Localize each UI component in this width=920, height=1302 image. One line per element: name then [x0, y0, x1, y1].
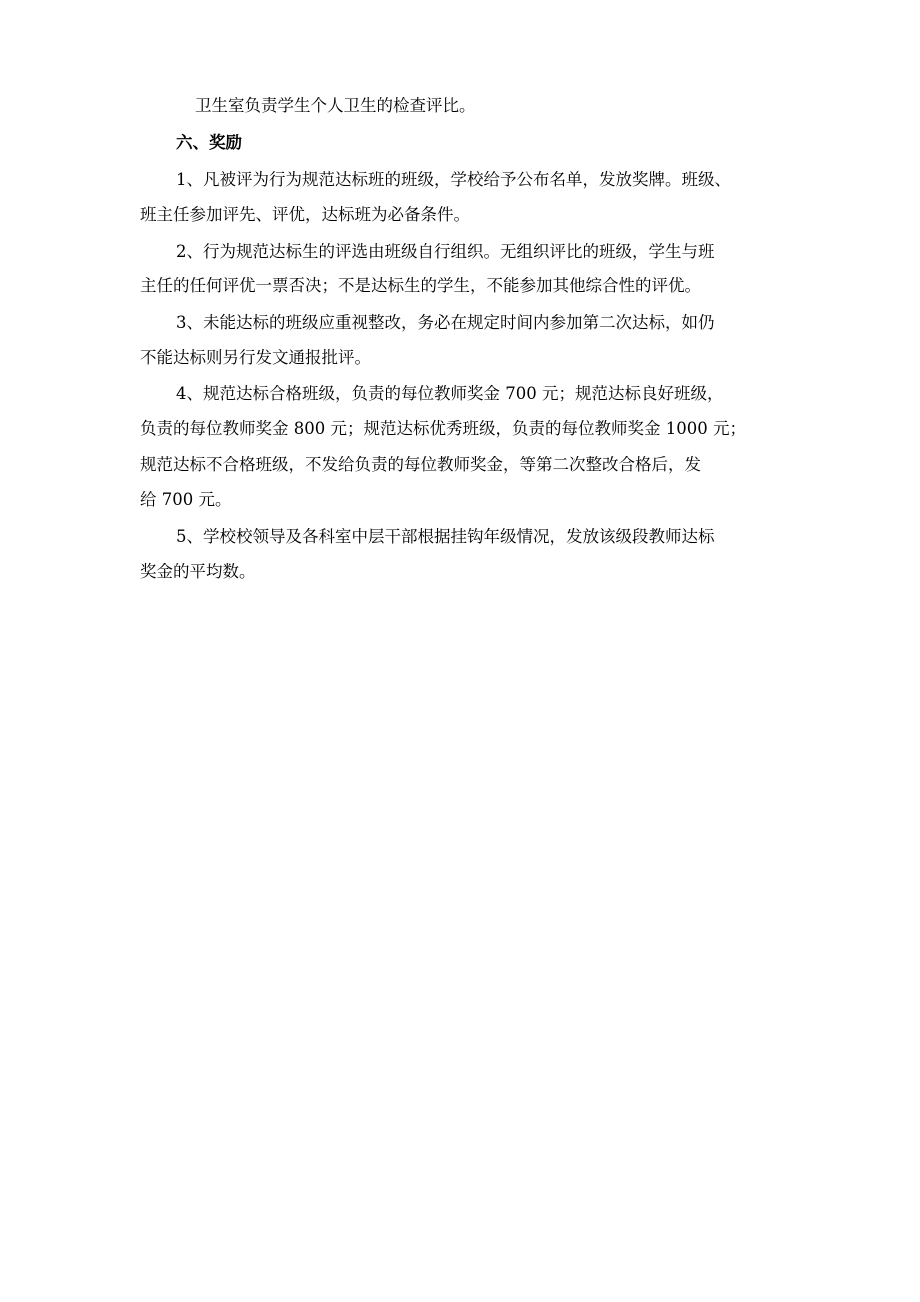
intro-line: 卫生室负责学生个人卫生的检查评比。	[195, 96, 476, 115]
item-4-line-1: 4、规范达标合格班级，负责的每位教师奖金 700 元；规范达标良好班级，	[176, 384, 724, 403]
item-4-line-4: 给 700 元。	[140, 490, 232, 509]
item-5-line-2: 奖金的平均数。	[140, 562, 256, 581]
item-2-line-2: 主任的任何评优一票否决；不是达标生的学生，不能参加其他综合性的评优。	[140, 276, 701, 295]
section-heading: 六、奖励	[176, 133, 242, 152]
item-1-line-2: 班主任参加评先、评优，达标班为必备条件。	[140, 205, 470, 224]
item-3-line-2: 不能达标则另行发文通报批评。	[140, 348, 371, 367]
item-4-line-2: 负责的每位教师奖金 800 元；规范达标优秀班级，负责的每位教师奖金 1000 元；	[140, 419, 746, 438]
item-5-line-1: 5、学校校领导及各科室中层干部根据挂钩年级情况，发放该级段教师达标	[176, 527, 715, 546]
item-3-line-1: 3、未能达标的班级应重视整改，务必在规定时间内参加第二次达标，如仍	[176, 313, 715, 332]
item-4-line-3: 规范达标不合格班级，不发给负责的每位教师奖金，等第二次整改合格后，发	[140, 455, 701, 474]
item-2-line-1: 2、行为规范达标生的评选由班级自行组织。无组织评比的班级，学生与班	[176, 242, 715, 261]
item-1-line-1: 1、凡被评为行为规范达标班的班级，学校给予公布名单，发放奖牌。班级、	[176, 170, 731, 189]
